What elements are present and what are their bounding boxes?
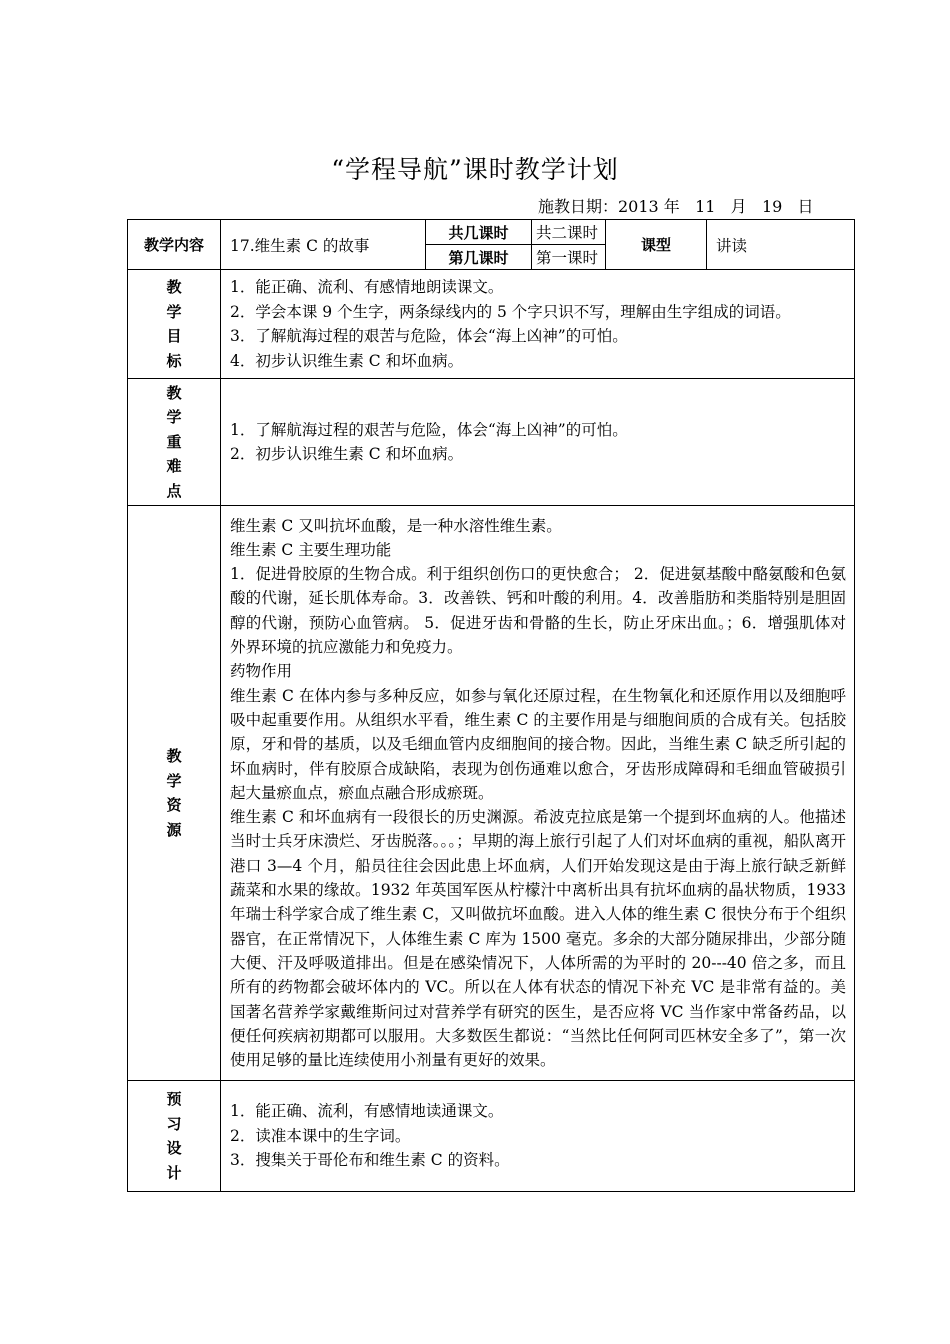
resource-heading: 维生素 C 主要生理功能 [230,540,392,559]
preview-item: 2．读准本课中的生字词。 [230,1126,411,1145]
goals-list [221,270,855,379]
goals-label: 教 学 目 标 [128,270,221,379]
document-title: “学程导航”课时教学计划 [331,155,619,184]
current-lesson-value: 第一课时 [532,245,606,270]
preview-item: 3．搜集关于哥伦布和维生素 C 的资料。 [230,1151,510,1170]
content-value: 17.维生素 C 的故事 [221,220,426,270]
resource-paragraph: 维生素 C 在体内参与多种反应，如参与氧化还原过程，在生物氧化和还原作用以及细胞呼吸中起重要作用。从组织水平看，维生素 C 的主要作用是与细胞间质的合成有关。包括胶原，牙和骨的基质，以及毛细血管内皮细胞间的接合物。因此，当维生素 C 缺乏所引起的坏血病时，伴有胶原合成缺陷，表现为创伤通难以愈合，牙齿形成障碍和毛细血管破损引起大量瘀血点，瘀血点融合形成瘀斑。 [230,686,846,802]
current-lesson-label: 第几课时 [426,245,532,270]
total-lessons-value: 共二课时 [532,220,606,245]
key-points-label: 教 学 重 难 点 [128,379,221,506]
goal-item: 4．初步认识维生素 C 和坏血病。 [230,351,464,370]
resource-heading: 药物作用 [230,662,293,681]
resources-text [221,506,855,1081]
content-label: 教学内容 [128,220,221,270]
preview-label: 预 习 设 计 [128,1081,221,1192]
lesson-type-value: 讲读 [707,220,855,270]
resource-paragraph: 维生素 C 和坏血病有一段很长的历史渊源。希波克拉底是第一个提到坏血病的人。他描述当时士兵牙床溃烂、牙齿脱落。。。；早期的海上旅行引起了人们对坏血病的重视，船队离开港口 3—4 个月，船员往往会因此患上坏血病，人们开始发现这是由于海上旅行缺乏新鲜蔬菜和水果的缘故。1932 年英国军医从柠檬汁中离析出具有抗坏血病的晶状物质，1933 年瑞士科学家合成了维生素 C，又叫做抗坏血酸。进入人体的维生素 C 很快分布于个组织器官，在正常情况下，人体维生素 C 库为 1500 毫克。多余的大部分随尿排出，少部分随大便、汗及呼吸道排出。但是在感染情况下，人体所需的为平时的 20---40 倍之多，而且所有的药物都会破坏体内的 VC。所以在人体有状态的情况下补充 VC 是非常有益的。美国著名营养学家戴维斯问过对营养学有研究的医生，是否应将 VC 当作家中常备药品，以便任何疾病初期都可以服用。大多数医生都说：“当然比任何阿司匹林安全多了”，第一次使用足够的量比连续使用小剂量有更好的效果。 [230,808,846,1070]
key-points-list [221,379,855,506]
lesson-type-label: 课型 [606,220,707,270]
key-point-item: 1．了解航海过程的艰苦与危险，体会“海上凶神”的可怕。 [230,420,628,439]
key-point-item: 2．初步认识维生素 C 和坏血病。 [230,445,464,463]
lesson-plan-table [127,219,855,1192]
resources-label: 教 学 资 源 [128,506,221,1081]
preview-item: 1．能正确、流利，有感情地读通课文。 [230,1102,504,1121]
goal-item: 2．学会本课 9 个生字，两条绿线内的 5 个字只识不写，理解由生字组成的词语。 [230,302,791,321]
goal-item: 3．了解航海过程的艰苦与危险，体会“海上凶神”的可怕。 [230,327,628,345]
total-lessons-label: 共几课时 [426,220,532,245]
resource-paragraph: 维生素 C 又叫抗坏血酸，是一种水溶性维生素。 [230,516,562,535]
resource-paragraph: 1．促进骨胶原的生物合成。利于组织创伤口的更快愈合； 2．促进氨基酸中酪氨酸和色氨酸的代谢，延长肌体寿命。3．改善铁、钙和叶酸的利用。4．改善脂肪和类脂特别是胆固醇的代谢，预防心血管病。 5．促进牙齿和骨骼的生长，防止牙床出血。；6．增强肌体对外界环境的抗应激能力和免疫力。 [230,565,846,657]
preview-list [221,1081,855,1192]
goal-item: 1．能正确、流利、有感情地朗读课文。 [230,278,504,296]
teaching-date: 施教日期：2013 年 11 月 19 日 [538,197,814,216]
